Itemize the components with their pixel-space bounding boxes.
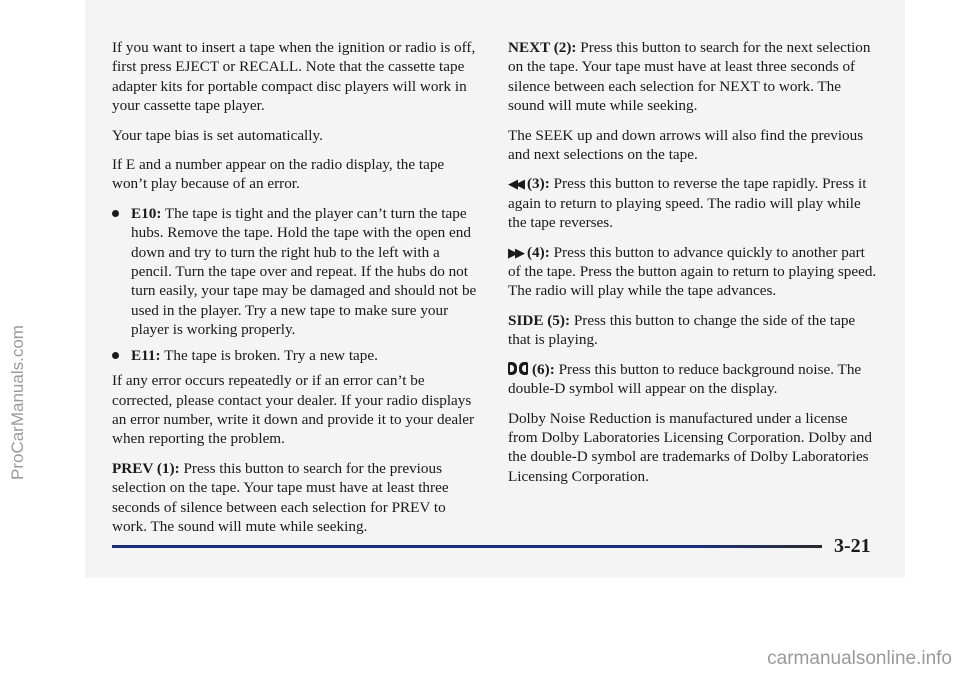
dolby-paragraph bbox=[508, 360, 878, 399]
error-intro-paragraph: If E and a number appear on the radio display, the tape won’t play because of an error. bbox=[112, 156, 445, 193]
next-text: Press this button to search for the next selection on the tape. Your tape must have at least three seconds of silence between each selection for NEXT to work. The sound will mute while seeking. bbox=[508, 39, 871, 115]
error-code: E11: bbox=[131, 346, 161, 364]
side-paragraph bbox=[508, 311, 878, 350]
bullet-icon bbox=[112, 210, 119, 217]
error-text: The tape is broken. Try a new tape. bbox=[160, 346, 378, 364]
rewind-paragraph bbox=[508, 174, 878, 232]
dolby-text: Press this button to reduce background noise. The double-D symbol will appear on the display. bbox=[508, 360, 862, 398]
seek-paragraph: The SEEK up and down arrows will also find the previous and next selections on the tape. bbox=[508, 126, 864, 164]
error-list bbox=[112, 204, 477, 365]
error-item-e10 bbox=[112, 204, 477, 340]
dolby-term: (6): bbox=[532, 360, 555, 378]
right-column bbox=[508, 38, 878, 496]
error-text: The tape is tight and the player can’t turn the tape hubs. Remove the tape. Hold the tape with the open end down and try to turn the right hub to the left with a pencil. Turn the tape over and repeat. If the hubs do not turn easily, your tape may be damaged and should not be used in the player. Try a new tape to make sure your player is working properly. bbox=[131, 204, 477, 339]
license-paragraph: Dolby Noise Reduction is manufactured under a license from Dolby Laboratories Licensing Corporation. Dolby and the double-D symbol are trademarks of Dolby Laboratories Licensing Corporation. bbox=[508, 409, 872, 485]
side-term: SIDE (5): bbox=[508, 311, 571, 329]
next-paragraph bbox=[508, 38, 878, 116]
error-item-e11 bbox=[112, 346, 477, 365]
fast-forward-text: Press this button to advance quickly to another part of the tape. Press the button again to return to playing speed. The radio will play while the tape advances. bbox=[508, 243, 877, 300]
rewind-text: Press this button to reverse the tape rapidly. Press it again to return to playing speed. The radio will play while the tape reverses. bbox=[508, 175, 867, 232]
fast-forward-icon: ▶▶ bbox=[508, 244, 522, 260]
dolby-double-d-icon bbox=[508, 362, 528, 375]
prev-text: Press this button to search for the previous selection on the tape. Your tape must have at least three seconds of silence between each selection for PREV to work. The sound will mute while seeking. bbox=[112, 459, 449, 535]
side-text: Press this button to change the side of the tape that is playing. bbox=[508, 311, 856, 349]
error-code: E10: bbox=[131, 204, 162, 222]
prev-paragraph bbox=[112, 459, 477, 537]
prev-term: PREV (1): bbox=[112, 459, 180, 477]
tape-bias-paragraph: Your tape bias is set automatically. bbox=[112, 126, 323, 144]
bullet-icon bbox=[112, 352, 119, 359]
repeat-error-paragraph: If any error occurs repeatedly or if an error can’t be corrected, please contact your dealer. If your radio displays an error number, write it down and provide it to your dealer when reporting the problem. bbox=[112, 372, 475, 448]
page-number: 3-21 bbox=[834, 535, 871, 557]
rewind-icon: ◀◀ bbox=[508, 176, 522, 192]
left-column bbox=[112, 38, 477, 546]
intro-paragraph: If you want to insert a tape when the ignition or radio is off, first press EJECT or RECALL. Note that the cassette tape adapter kits for portable compact disc players will work in your cassette tape player. bbox=[112, 39, 476, 115]
rewind-term: (3): bbox=[527, 175, 550, 193]
footer-site-text: carmanualsonline.info bbox=[767, 648, 952, 669]
watermark-text: ProCarManuals.com bbox=[8, 325, 27, 480]
fast-forward-term: (4): bbox=[527, 243, 550, 261]
footer-rule bbox=[112, 545, 822, 548]
next-term: NEXT (2): bbox=[508, 39, 577, 56]
fast-forward-paragraph bbox=[508, 243, 878, 301]
